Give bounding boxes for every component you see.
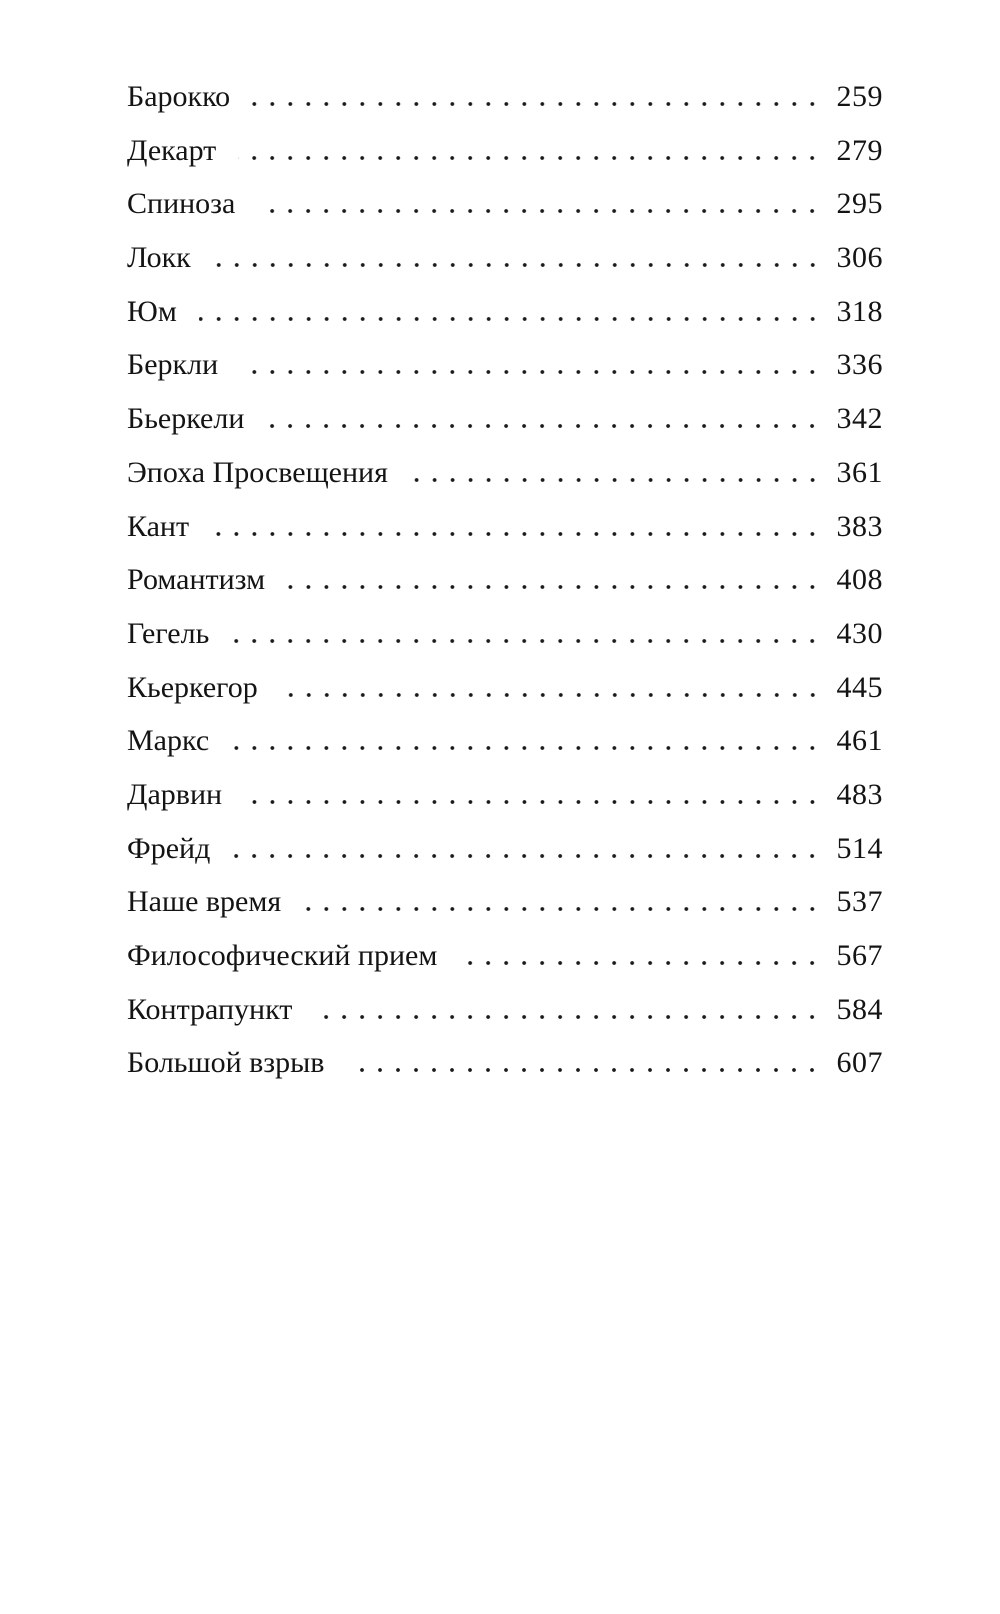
dot-leader xyxy=(266,400,822,430)
toc-entry-title: Эпоха Просвещения xyxy=(127,455,388,489)
toc-entry xyxy=(127,130,883,184)
dot-leader xyxy=(240,346,822,376)
dot-leader xyxy=(244,776,822,806)
toc-entry-title: Маркс xyxy=(127,724,210,758)
toc-entry-page: 318 xyxy=(836,294,883,328)
toc-entry xyxy=(127,76,883,130)
dot-leader xyxy=(346,1044,822,1074)
toc-entry-title: Беркли xyxy=(127,348,219,382)
toc-entry-page: 567 xyxy=(836,939,883,972)
toc-entry-page: 584 xyxy=(836,992,883,1026)
dot-leader xyxy=(238,132,822,162)
toc-entry-title: Локк xyxy=(127,241,191,275)
toc-entry-title: Декарт xyxy=(127,133,217,167)
toc-entry-title: Наше время xyxy=(127,885,282,919)
dot-leader xyxy=(303,883,822,913)
toc-entry xyxy=(127,613,883,667)
toc-entry-page: 607 xyxy=(836,1046,883,1080)
toc-entry-page: 383 xyxy=(836,509,883,543)
dot-leader xyxy=(231,722,822,752)
toc-entry xyxy=(127,559,883,613)
toc-entry-title: Большой взрыв xyxy=(127,1046,325,1080)
toc-entry-page: 259 xyxy=(836,80,883,113)
dot-leader xyxy=(211,508,822,538)
toc-entry-page: 361 xyxy=(836,455,883,489)
toc-entry-page: 514 xyxy=(836,831,883,865)
toc-entry-page: 295 xyxy=(836,187,883,221)
toc-entry-title: Романтизм xyxy=(127,563,266,597)
toc-entry-title: Контрапункт xyxy=(127,992,293,1026)
dot-leader xyxy=(231,615,822,645)
toc-entry-title: Юм xyxy=(127,294,177,328)
toc-entry xyxy=(127,344,883,398)
toc-entry-title: Дарвин xyxy=(127,777,223,811)
toc-entry xyxy=(127,183,883,237)
toc-entry-page: 483 xyxy=(836,777,883,811)
table-of-contents xyxy=(127,76,883,1096)
toc-entry xyxy=(127,881,883,935)
toc-entry-page: 336 xyxy=(836,348,883,382)
toc-entry-page: 306 xyxy=(836,241,883,275)
toc-entry-page: 461 xyxy=(836,724,883,758)
toc-entry-title: Барокко xyxy=(127,80,231,113)
toc-entry xyxy=(127,774,883,828)
toc-entry xyxy=(127,291,883,345)
dot-leader xyxy=(280,669,823,699)
toc-entry-page: 342 xyxy=(836,402,883,436)
dot-leader xyxy=(232,830,822,860)
toc-entry xyxy=(127,989,883,1043)
dot-leader xyxy=(257,185,822,215)
toc-entry-title: Спиноза xyxy=(127,187,236,221)
toc-entry xyxy=(127,1042,883,1096)
toc-entry xyxy=(127,452,883,506)
toc-entry xyxy=(127,506,883,560)
toc-entry xyxy=(127,237,883,291)
toc-entry-title: Бьеркели xyxy=(127,402,245,436)
toc-entry-title: Фрейд xyxy=(127,831,211,865)
toc-entry-title: Гегель xyxy=(127,616,210,650)
toc-entry xyxy=(127,720,883,774)
toc-entry-title: Кьеркегор xyxy=(127,670,258,704)
toc-entry-page: 430 xyxy=(836,616,883,650)
toc-entry-title: Философический прием xyxy=(127,939,438,972)
dot-leader xyxy=(459,937,822,967)
dot-leader xyxy=(252,78,822,108)
toc-entry-page: 445 xyxy=(836,670,883,704)
dot-leader xyxy=(287,561,822,591)
toc-entry xyxy=(127,935,883,989)
toc-entry-title: Кант xyxy=(127,509,190,543)
toc-entry-page: 537 xyxy=(836,885,883,919)
toc-entry-page: 279 xyxy=(836,133,883,167)
dot-leader xyxy=(314,991,822,1021)
toc-entry xyxy=(127,667,883,721)
toc-entry xyxy=(127,398,883,452)
dot-leader xyxy=(410,454,823,484)
toc-entry xyxy=(127,828,883,882)
dot-leader xyxy=(213,239,823,269)
toc-entry-page: 408 xyxy=(836,563,883,597)
dot-leader xyxy=(199,293,823,323)
